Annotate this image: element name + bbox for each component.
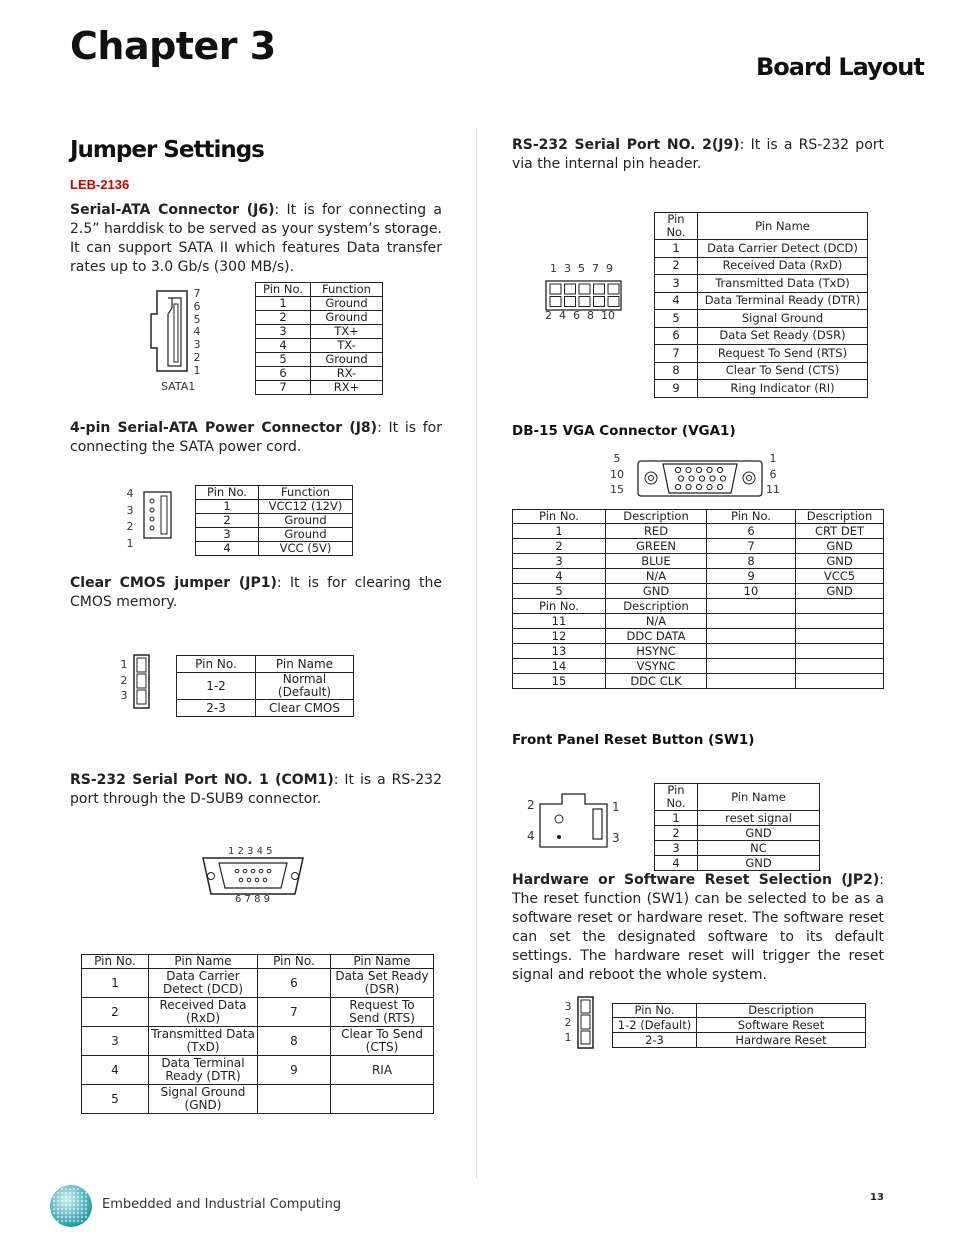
pin-cell <box>565 284 576 294</box>
com1-heading: RS-232 Serial Port NO. 1 (COM1) <box>70 772 334 788</box>
table-cell: N/A <box>606 614 707 629</box>
table-cell: NC <box>698 841 820 856</box>
table-cell <box>707 614 796 629</box>
pin-number: 2 <box>120 673 128 687</box>
jp2-text: : The reset function (SW1) can be selected to be as a software reset or hardware reset. The software reset can set the designated software to its default settings. The hardware reset will trigger the reset signal and reboot the whole system. <box>512 872 884 983</box>
vga-right-pin-numbers <box>765 451 781 498</box>
table-cell: Received Data (RxD) <box>698 257 868 275</box>
table-cell: 1 <box>256 297 311 311</box>
table-cell <box>796 659 884 674</box>
table-cell: 3 <box>655 841 698 856</box>
table-cell: Ground <box>311 353 383 367</box>
table-row <box>655 240 868 258</box>
pin-number: 5 <box>193 312 201 326</box>
pin-number: 2 <box>126 520 134 533</box>
table-header: Pin Name <box>698 213 868 240</box>
vga-pin-hole <box>710 476 715 481</box>
table-cell: TX- <box>311 339 383 353</box>
table-cell: 4 <box>196 542 259 556</box>
table-row <box>655 275 868 293</box>
table-cell: 6 <box>707 524 796 539</box>
jp2-jumper-diagram <box>577 996 595 1050</box>
table-cell: 3 <box>513 554 606 569</box>
table-cell: Transmitted Data (TxD) <box>149 1027 258 1056</box>
table-cell: 8 <box>707 554 796 569</box>
pin-cell <box>594 284 605 294</box>
com2-top-pins: 1 3 5 7 9 <box>550 262 613 275</box>
pin-cell <box>608 297 619 307</box>
table-cell: 2 <box>196 514 259 528</box>
vga-pin-hole <box>696 467 701 472</box>
table-row <box>256 311 383 325</box>
table-cell: VSYNC <box>606 659 707 674</box>
pin-number: 4 <box>126 487 134 500</box>
table-cell: 6 <box>256 367 311 381</box>
com2-text: : It is a RS-232 port via the internal pin header. <box>512 137 885 172</box>
pin-cell <box>594 297 605 307</box>
table-cell: GND <box>796 539 884 554</box>
table-cell: 2 <box>513 539 606 554</box>
table-cell: 4 <box>655 856 698 871</box>
table-header: Pin Name <box>256 656 354 673</box>
table-header: Pin No. <box>513 510 606 524</box>
table-cell: Ground <box>311 297 383 311</box>
table-cell: 11 <box>513 614 606 629</box>
table-cell: 7 <box>258 998 331 1027</box>
vga-heading: DB-15 VGA Connector (VGA1) <box>512 423 736 439</box>
table-cell <box>707 599 796 614</box>
pin-cell <box>550 284 561 294</box>
jumper-settings-heading: Jumper Settings <box>70 137 264 163</box>
table-cell: Received Data (RxD) <box>149 998 258 1027</box>
table-cell: 2 <box>655 257 698 275</box>
pin-number: 15 <box>610 483 624 496</box>
pin-number: 3 <box>120 689 128 702</box>
table-row <box>513 539 884 554</box>
table-cell: GND <box>698 826 820 841</box>
com1-top-pins: 1 2 3 4 5 <box>228 846 273 857</box>
table-header: Description <box>796 510 884 524</box>
table-cell: 3 <box>256 325 311 339</box>
table-cell: 3 <box>82 1027 149 1056</box>
cmos-text: : It is for clearing the CMOS memory. <box>70 575 443 610</box>
vga-pin-hole <box>678 476 683 481</box>
jp2-table <box>612 1003 866 1048</box>
table-cell: Software Reset <box>697 1018 866 1033</box>
section-title: Board Layout <box>756 53 924 81</box>
vga-pin-hole <box>707 467 712 472</box>
table-row <box>655 811 820 826</box>
vga-db15-diagram <box>637 460 763 498</box>
table-cell: 5 <box>82 1085 149 1114</box>
table-row <box>655 345 868 363</box>
table-row <box>256 381 383 395</box>
model-label: LEB-2136 <box>70 177 130 192</box>
table-cell: 4 <box>655 292 698 310</box>
cmos-table <box>176 655 354 717</box>
table-cell: Normal (Default) <box>256 673 354 700</box>
table-row <box>655 826 820 841</box>
table-cell: 1 <box>655 811 698 826</box>
table-row <box>655 310 868 328</box>
pin-number: 2 <box>193 350 201 364</box>
sata-table <box>255 282 383 395</box>
table-cell: GND <box>698 856 820 871</box>
table-row <box>256 325 383 339</box>
vga-pin-hole <box>686 467 691 472</box>
sata-connector-diagram <box>150 290 190 374</box>
company-logo-globe <box>48 1183 94 1229</box>
table-cell: 4 <box>513 569 606 584</box>
sata-text: : It is for connecting a 2.5” harddisk to be served as your system’s storage. It can support SATA II which features Data transfer rates up to 3.0 Gb/s (300 MB/s). <box>70 202 442 275</box>
table-header: Pin No. <box>655 784 698 811</box>
sw1-pin-1: 1 <box>612 800 620 814</box>
table-header: Pin No. <box>196 486 259 500</box>
table-row <box>177 700 354 717</box>
table-cell: 2 <box>655 826 698 841</box>
table-cell: Request To Send (RTS) <box>698 345 868 363</box>
table-row <box>196 528 353 542</box>
table-row <box>655 856 820 871</box>
cmos-heading: Clear CMOS jumper (JP1) <box>70 575 277 591</box>
table-cell: 8 <box>655 362 698 380</box>
table-cell: Pin No. <box>513 599 606 614</box>
pin-cell <box>608 284 619 294</box>
sw1-pin-2: 2 <box>527 798 535 812</box>
table-cell: Hardware Reset <box>697 1033 866 1048</box>
footer-text: Embedded and Industrial Computing <box>102 1197 342 1212</box>
table-cell: 9 <box>707 569 796 584</box>
table-cell <box>707 659 796 674</box>
pin-number: 1 <box>126 536 134 550</box>
jp2-heading: Hardware or Software Reset Selection (JP2) <box>512 872 880 888</box>
table-header: Function <box>311 283 383 297</box>
com1-dsub9-diagram <box>199 856 307 898</box>
table-cell: 15 <box>513 674 606 689</box>
table-cell: 2-3 <box>613 1033 697 1048</box>
table-row <box>82 1056 434 1085</box>
vga-pin-hole <box>696 484 701 489</box>
vga-pin-hole <box>717 484 722 489</box>
table-row <box>513 614 884 629</box>
pin-number: 3 <box>193 338 201 352</box>
table-header: Pin Name <box>331 955 434 969</box>
table-cell: VCC12 (12V) <box>259 500 353 514</box>
pin-number: 2 <box>564 1015 572 1029</box>
table-cell: 6 <box>258 969 331 998</box>
table-cell: 4 <box>256 339 311 353</box>
table-row <box>513 569 884 584</box>
table-cell <box>796 599 884 614</box>
table-cell: Signal Ground <box>698 310 868 328</box>
table-cell: Ring Indicator (RI) <box>698 380 868 398</box>
table-cell: Ground <box>259 528 353 542</box>
table-cell: 1-2 <box>177 673 256 700</box>
table-cell <box>331 1085 434 1114</box>
pin-number: 4 <box>193 325 201 339</box>
com1-description <box>70 771 442 809</box>
pin-number: 11 <box>766 483 780 496</box>
power-pin-numbers <box>124 486 136 552</box>
table-cell: Clear CMOS <box>256 700 354 717</box>
table-row <box>513 644 884 659</box>
jp2-description <box>512 871 884 985</box>
table-row <box>513 599 884 614</box>
table-cell: Ground <box>311 311 383 325</box>
table-header: Pin No. <box>613 1004 697 1018</box>
table-row <box>256 339 383 353</box>
table-cell: Data Set Ready (DSR) <box>698 327 868 345</box>
sw1-table <box>654 783 820 871</box>
table-cell <box>796 644 884 659</box>
table-cell: VCC (5V) <box>259 542 353 556</box>
table-cell: Ground <box>259 514 353 528</box>
table-row <box>82 1027 434 1056</box>
table-cell: BLUE <box>606 554 707 569</box>
column-divider <box>476 128 477 1178</box>
table-row <box>655 380 868 398</box>
table-row <box>513 674 884 689</box>
table-row <box>196 542 353 556</box>
table-cell: 7 <box>707 539 796 554</box>
vga-pin-hole <box>675 484 680 489</box>
power-heading: 4-pin Serial-ATA Power Connector (J8) <box>70 420 378 436</box>
table-row <box>613 1018 866 1033</box>
com2-table <box>654 212 868 398</box>
table-cell: GND <box>796 554 884 569</box>
table-cell: RED <box>606 524 707 539</box>
vga-pin-hole <box>717 467 722 472</box>
table-cell <box>707 629 796 644</box>
table-cell: 2 <box>256 311 311 325</box>
table-cell: DDC CLK <box>606 674 707 689</box>
table-header: Pin No. <box>256 283 311 297</box>
table-row <box>513 524 884 539</box>
com1-bottom-pins: 6 7 8 9 <box>235 894 270 905</box>
table-cell: 1-2 (Default) <box>613 1018 697 1033</box>
table-cell: Transmitted Data (TxD) <box>698 275 868 293</box>
table-cell: 5 <box>655 310 698 328</box>
page-number: 13 <box>870 1192 884 1203</box>
table-cell: Clear To Send (CTS) <box>698 362 868 380</box>
table-header: Pin No. <box>707 510 796 524</box>
vga-pin-hole <box>699 476 704 481</box>
table-header: Pin No. <box>655 213 698 240</box>
table-header: Function <box>259 486 353 500</box>
table-cell: GND <box>606 584 707 599</box>
com1-text: : It is a RS-232 port through the D-SUB9 connector. <box>70 772 442 807</box>
table-row <box>82 1085 434 1114</box>
table-row <box>513 659 884 674</box>
table-header: Pin No. <box>258 955 331 969</box>
table-row <box>655 841 820 856</box>
vga-pin-hole <box>720 476 725 481</box>
vga-table <box>512 509 884 689</box>
sw1-heading: Front Panel Reset Button (SW1) <box>512 732 755 748</box>
power-text: : It is for connecting the SATA power cord. <box>70 420 442 455</box>
table-cell: 1 <box>82 969 149 998</box>
pin-number: 1 <box>564 1031 572 1044</box>
table-cell: CRT DET <box>796 524 884 539</box>
table-row <box>613 1033 866 1048</box>
table-cell: RX+ <box>311 381 383 395</box>
table-cell: Description <box>606 599 707 614</box>
table-cell: 14 <box>513 659 606 674</box>
sw1-pin-4: 4 <box>527 829 535 843</box>
pin-number: 6 <box>193 299 201 313</box>
pin-cell <box>550 297 561 307</box>
table-cell: 1 <box>196 500 259 514</box>
table-cell: 9 <box>655 380 698 398</box>
table-header: Pin Name <box>149 955 258 969</box>
cmos-jumper-diagram <box>133 654 151 710</box>
table-cell <box>796 629 884 644</box>
table-header: Pin No. <box>82 955 149 969</box>
table-header: Pin No. <box>177 656 256 673</box>
table-cell: GND <box>796 584 884 599</box>
sata-label: SATA1 <box>161 380 196 393</box>
vga-left-pin-numbers <box>608 451 626 498</box>
table-cell: Data Terminal Ready (DTR) <box>149 1056 258 1085</box>
vga-pin-hole <box>686 484 691 489</box>
vga-pin-hole <box>675 467 680 472</box>
power-connector-diagram <box>143 491 173 539</box>
pin-number: 10 <box>610 467 624 481</box>
table-cell: DDC DATA <box>606 629 707 644</box>
pin-cell <box>579 297 590 307</box>
cmos-pin-numbers <box>119 657 129 704</box>
table-cell: GREEN <box>606 539 707 554</box>
cmos-description <box>70 574 442 612</box>
table-cell: 6 <box>655 327 698 345</box>
com1-table <box>81 954 434 1114</box>
pin-number: 7 <box>193 287 201 300</box>
table-cell <box>258 1085 331 1114</box>
com2-bottom-pins: 2 4 6 8 10 <box>545 309 615 322</box>
power-table <box>195 485 353 556</box>
com2-header-diagram <box>545 280 623 312</box>
table-cell <box>707 674 796 689</box>
table-cell: 7 <box>655 345 698 363</box>
jp2-pin-numbers <box>563 999 573 1046</box>
table-cell <box>796 674 884 689</box>
table-cell <box>707 644 796 659</box>
table-row <box>513 554 884 569</box>
table-cell: 8 <box>258 1027 331 1056</box>
sata-pin-numbers <box>191 288 203 378</box>
pin-number: 5 <box>613 452 621 465</box>
table-row <box>82 969 434 998</box>
table-cell: Signal Ground (GND) <box>149 1085 258 1114</box>
table-header: Description <box>606 510 707 524</box>
sata-heading: Serial-ATA Connector (J6) <box>70 202 275 218</box>
table-cell: TX+ <box>311 325 383 339</box>
table-row <box>655 292 868 310</box>
table-cell: Clear To Send (CTS) <box>331 1027 434 1056</box>
pin-number: 6 <box>769 467 777 481</box>
table-cell: 9 <box>258 1056 331 1085</box>
table-row <box>256 297 383 311</box>
table-row <box>196 500 353 514</box>
table-cell: 5 <box>513 584 606 599</box>
vga-pin-hole <box>707 484 712 489</box>
sata-description <box>70 201 442 277</box>
table-row <box>177 673 354 700</box>
table-cell: 4 <box>82 1056 149 1085</box>
table-cell: 13 <box>513 644 606 659</box>
pin-number: 1 <box>769 452 777 465</box>
table-cell: Data Carrier Detect (DCD) <box>698 240 868 258</box>
table-cell: Request To Send (RTS) <box>331 998 434 1027</box>
table-cell: N/A <box>606 569 707 584</box>
chapter-title: Chapter 3 <box>70 24 276 68</box>
table-row <box>655 257 868 275</box>
table-row <box>513 584 884 599</box>
table-cell: 3 <box>196 528 259 542</box>
com2-heading: RS-232 Serial Port NO. 2(J9) <box>512 137 740 153</box>
table-cell: 1 <box>655 240 698 258</box>
pin-cell <box>565 297 576 307</box>
table-header: Description <box>697 1004 866 1018</box>
table-cell: 1 <box>513 524 606 539</box>
table-row <box>256 367 383 381</box>
table-row <box>513 629 884 644</box>
table-cell: Data Carrier Detect (DCD) <box>149 969 258 998</box>
table-cell: 3 <box>655 275 698 293</box>
table-cell: 5 <box>256 353 311 367</box>
pin-number: 3 <box>564 1000 572 1013</box>
table-row <box>655 327 868 345</box>
table-cell: reset signal <box>698 811 820 826</box>
table-cell <box>796 614 884 629</box>
com2-description <box>512 136 884 174</box>
sw1-switch-diagram <box>539 793 609 849</box>
table-row <box>256 353 383 367</box>
table-cell: Data Terminal Ready (DTR) <box>698 292 868 310</box>
table-cell: HSYNC <box>606 644 707 659</box>
table-row <box>82 998 434 1027</box>
pin-number: 3 <box>126 503 134 517</box>
table-header: Pin Name <box>698 784 820 811</box>
power-description <box>70 419 442 457</box>
table-cell: RX- <box>311 367 383 381</box>
pin-cell <box>579 284 590 294</box>
table-cell: 10 <box>707 584 796 599</box>
table-cell: VCC5 <box>796 569 884 584</box>
sw1-pin-3: 3 <box>612 831 620 845</box>
pin-number: 1 <box>193 363 201 377</box>
table-cell: 2-3 <box>177 700 256 717</box>
table-row <box>196 514 353 528</box>
table-cell: RIA <box>331 1056 434 1085</box>
vga-pin-hole <box>689 476 694 481</box>
table-cell: 12 <box>513 629 606 644</box>
table-row <box>655 362 868 380</box>
table-cell: 7 <box>256 381 311 395</box>
table-cell: 2 <box>82 998 149 1027</box>
table-cell: Data Set Ready (DSR) <box>331 969 434 998</box>
pin-number: 1 <box>120 658 128 671</box>
